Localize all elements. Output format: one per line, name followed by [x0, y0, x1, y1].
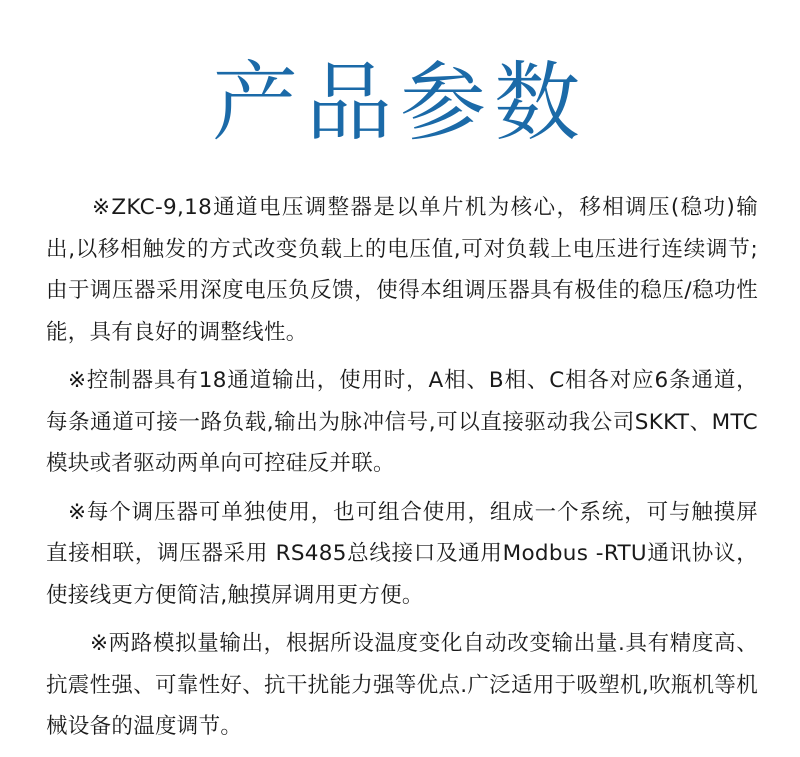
spec-paragraph-2: ※控制器具有18通道输出，使用时，A相、B相、C相各对应6条通道，每条通道可接一路负载,输出为脉冲信号,可以直接驱动我公司SKKT、MTC模块或者驱动两单向可控硅反并联。 [46, 368, 758, 476]
spec-paragraph-1: ※ZKC-9,18通道电压调整器是以单片机为核心，移相调压(稳功)输出,以移相触发的方式改变负载上的电压值,可对负载上电压进行连续调节;由于调压器采用深度电压负反馈，使得本组调压器具有极佳的稳压/稳功性能，具有良好的调整线性。 [46, 195, 758, 345]
spec-paragraph-3: ※每个调压器可单独使用，也可组合使用，组成一个系统，可与触摸屏直接相联，调压器采用 RS485总线接口及通用Modbus -RTU通讯协议，使接线更方便简洁,触摸屏调用更方便。 [46, 499, 758, 608]
spec-content [46, 187, 758, 755]
spec-paragraph-4: ※两路模拟量输出，根据所设温度变化自动改变输出量.具有精度高、抗震性强、可靠性好、抗干扰能力强等优点.广泛适用于吸塑机,吹瓶机等机械设备的温度调节。 [46, 631, 758, 739]
page-title: 产品参数 [212, 53, 588, 153]
